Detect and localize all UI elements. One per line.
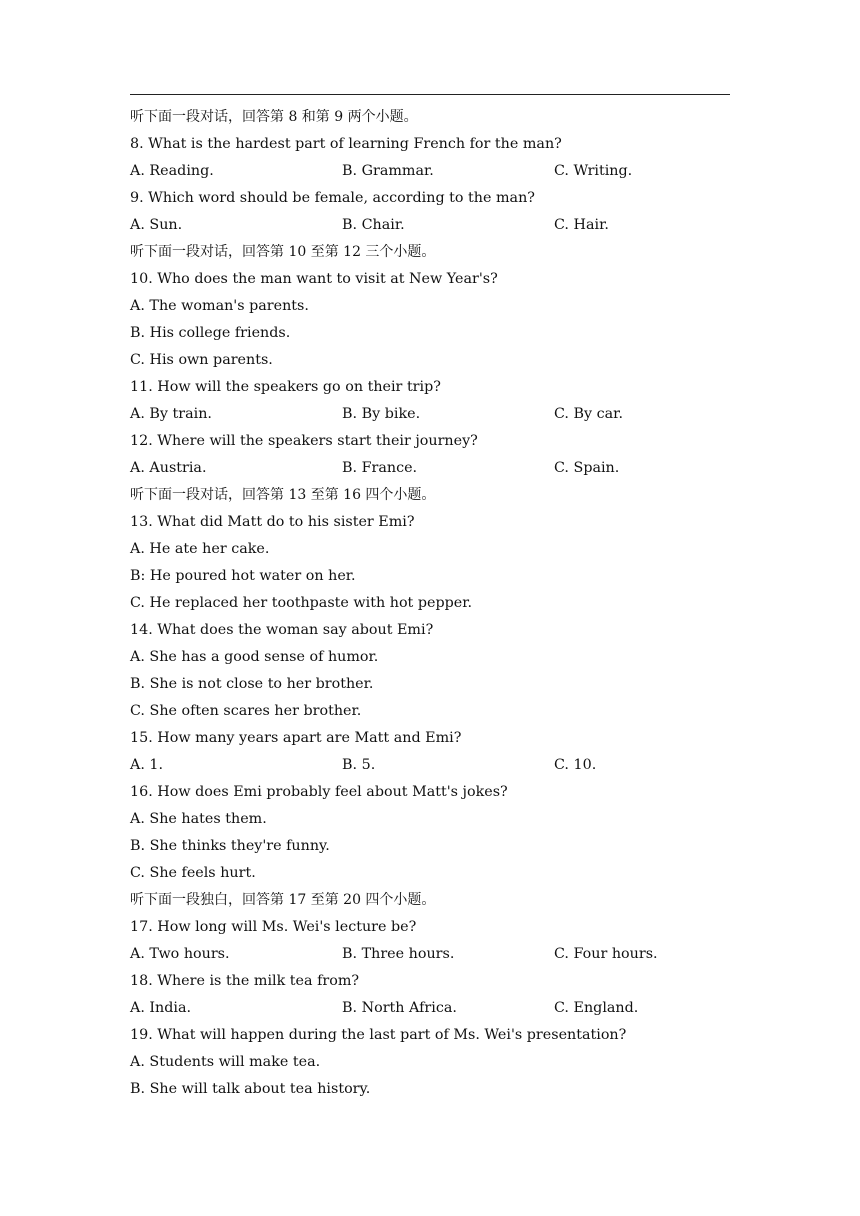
question-12: 12. Where will the speakers start their journey?: [130, 433, 478, 449]
option-c: C. Spain.: [554, 460, 620, 476]
option-c: C. Four hours.: [554, 946, 658, 962]
option-b: B. France.: [342, 460, 418, 476]
section-header: 听下面一段对话，回答第 8 和第 9 两个小题。: [130, 109, 418, 125]
option-a: A. Reading.: [130, 163, 214, 179]
question-18: 18. Where is the milk tea from?: [130, 973, 360, 989]
question-10: 10. Who does the man want to visit at New Year's?: [130, 271, 498, 287]
question-19: 19. What will happen during the last part of Ms. Wei's presentation?: [130, 1027, 627, 1043]
option-c: C. England.: [554, 1000, 639, 1016]
option-c: C. 10.: [554, 757, 597, 773]
option-c: C. She often scares her brother.: [130, 703, 362, 719]
option-a: A. 1.: [130, 757, 164, 773]
options-row-18: [130, 995, 740, 1022]
option-a: A. Two hours.: [130, 946, 230, 962]
option-a: A. Students will make tea.: [130, 1054, 321, 1070]
options-row-8: [130, 158, 740, 185]
option-a: A. She has a good sense of humor.: [130, 649, 379, 665]
option-b: B. Grammar.: [342, 163, 434, 179]
option-c: C. He replaced her toothpaste with hot pepper.: [130, 595, 473, 611]
option-c: C. By car.: [554, 406, 623, 422]
question-9: 9. Which word should be female, according to the man?: [130, 190, 535, 206]
option-a: A. By train.: [130, 406, 212, 422]
option-a: A. Austria.: [130, 460, 207, 476]
option-b: B. 5.: [342, 757, 376, 773]
question-13: 13. What did Matt do to his sister Emi?: [130, 514, 415, 530]
option-c: C. Writing.: [554, 163, 633, 179]
option-b: B: He poured hot water on her.: [130, 568, 356, 584]
option-b: B. She will talk about tea history.: [130, 1081, 371, 1097]
section-header: 听下面一段对话，回答第 10 至第 12 三个小题。: [130, 244, 436, 260]
question-14: 14. What does the woman say about Emi?: [130, 622, 434, 638]
option-c: C. His own parents.: [130, 352, 273, 368]
options-row-9: [130, 212, 740, 239]
question-11: 11. How will the speakers go on their trip?: [130, 379, 441, 395]
question-16: 16. How does Emi probably feel about Matt's jokes?: [130, 784, 508, 800]
option-a: A. Sun.: [130, 217, 183, 233]
question-17: 17. How long will Ms. Wei's lecture be?: [130, 919, 417, 935]
option-b: B. She thinks they're funny.: [130, 838, 330, 854]
question-list: [130, 104, 740, 1103]
option-b: B. North Africa.: [342, 1000, 457, 1016]
question-15: 15. How many years apart are Matt and Emi?: [130, 730, 462, 746]
option-c: C. She feels hurt.: [130, 865, 256, 881]
header-rule: [130, 94, 730, 95]
section-header: 听下面一段独白，回答第 17 至第 20 四个小题。: [130, 892, 436, 908]
option-b: B. Chair.: [342, 217, 405, 233]
option-a: A. She hates them.: [130, 811, 267, 827]
option-a: A. India.: [130, 1000, 192, 1016]
section-header: 听下面一段对话，回答第 13 至第 16 四个小题。: [130, 487, 436, 503]
option-b: B. His college friends.: [130, 325, 291, 341]
option-b: B. Three hours.: [342, 946, 455, 962]
option-a: A. The woman's parents.: [130, 298, 309, 314]
option-b: B. By bike.: [342, 406, 421, 422]
option-b: B. She is not close to her brother.: [130, 676, 374, 692]
question-8: 8. What is the hardest part of learning French for the man?: [130, 136, 562, 152]
options-row-17: [130, 941, 740, 968]
option-c: C. Hair.: [554, 217, 609, 233]
options-row-12: [130, 455, 740, 482]
option-a: A. He ate her cake.: [130, 541, 270, 557]
options-row-11: [130, 401, 740, 428]
options-row-15: [130, 752, 740, 779]
